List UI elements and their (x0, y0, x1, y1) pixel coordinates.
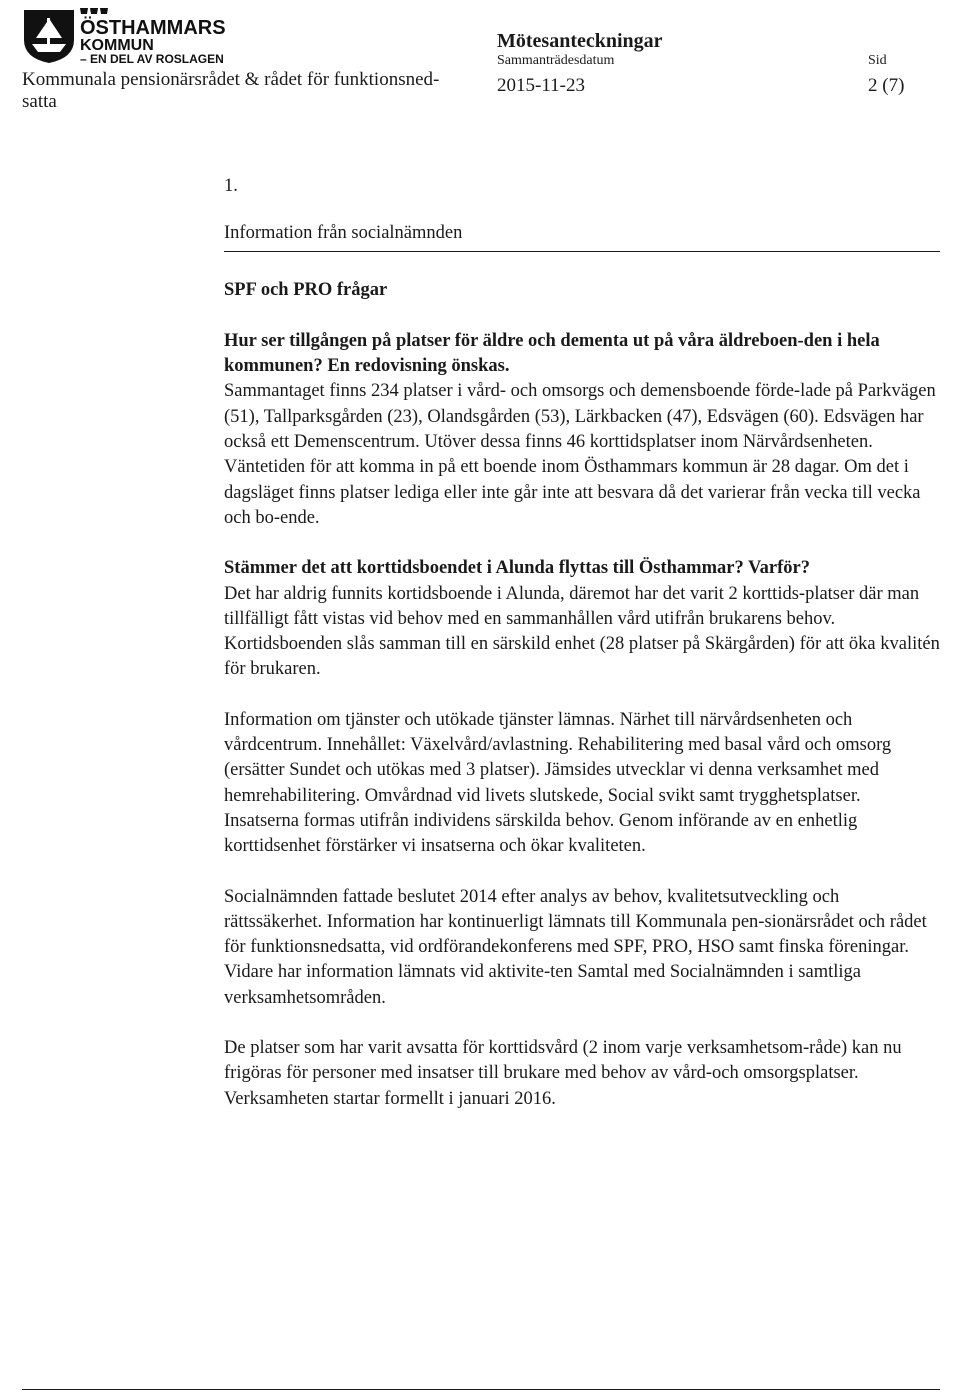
meeting-date-label: Sammanträdesdatum (497, 53, 615, 68)
footer-divider (22, 1389, 940, 1390)
municipality-logo (22, 4, 232, 64)
question-1: Hur ser tillgången på platser för äldre och dementa ut på våra äldreboen-den i hela kommunen? En redovisning önskas. (224, 330, 880, 377)
logo-line2: KOMMUN (80, 37, 154, 54)
answer-2: Det har aldrig funnits kortidsboende i Alunda, däremot har det varit 2 korttids-platser där man tillfälligt fått vistas vid behov med en sammanhållen vård utifrån brukarens behov. Kortidsboenden slås samman till en särskild enhet (28 platser på Skärgården) för att öka kvalitén för brukaren. (224, 583, 940, 680)
page-label: Sid (868, 53, 887, 68)
paragraph-services: Information om tjänster och utökade tjänster lämnas. Närhet till närvårdsenheten och vårdcentrum. Innehållet: Växelvård/avlastning. Rehabilitering med basal vård och omsorg (ersätter Sundet och utökas med 3 platser). Jämsides utvecklar vi denna verksamhet med hemrehabilitering. Omvårdnad vid livets slutskede, Social svikt samt trygghetsplatser. Insatserna formas utifrån individens särskilda behov. Genom införande av en enhetlig korttidsenhet förstärker vi insatserna och ökar kvaliteten. (224, 709, 892, 857)
document-title: Mötesanteckningar (497, 30, 663, 52)
item-number: 1. (224, 176, 238, 196)
item-title: Information från socialnämnden (224, 221, 940, 251)
organization-name: Kommunala pensionärsrådet & rådet för funktionsned-satta (22, 69, 440, 112)
logo-line3: – EN DEL AV ROSLAGEN (80, 52, 224, 64)
paragraph-places: De platser som har varit avsatta för korttidsvård (2 inom varje verksamhetsom-råde) kan nu frigöras för personer med insatser till brukare med behov av vård-och omsorgsplatser. Verksamheten startar formellt i januari 2016. (224, 1038, 902, 1109)
answer-1: Sammantaget finns 234 platser i vård- och omsorgs och demensboende förde-lade på Parkvägen (51), Tallparksgården (23), Olandsgården (53), Lärkbacken (47), Edsvägen (60). Edsvägen har också ett Demenscentrum. Utöver dessa finns 46 korttidsplatser inom Närvårdsenheten. Väntetiden för att komma in på ett boende inom Östhammars kommun är 28 dagar. Om det i dagsläget finns platser lediga eller inte går inte att besvara då det varierar från vecka till vecka och bo-ende. (224, 381, 936, 528)
logo-line1: ÖSTHAMMARS (80, 17, 226, 39)
section-heading: SPF och PRO frågar (224, 279, 388, 300)
meeting-date: 2015-11-23 (497, 75, 585, 96)
page-number: 2 (7) (868, 75, 905, 96)
document-body (224, 174, 940, 1112)
question-2: Stämmer det att korttidsboendet i Alunda flyttas till Östhammar? Varför? (224, 558, 810, 579)
logo-emblem-icon (22, 4, 232, 64)
paragraph-decision: Socialnämnden fattade beslutet 2014 efter analys av behov, kvalitetsutveckling och rättssäkerhet. Information har kontinuerligt lämnats till Kommunala pen-sionärsrådet och rådet för funktionsnedsatta, vid ordförandekonferens med SPF, PRO, HSO samt finska föreningar. Vidare har information lämnats vid aktivite-ten Samtal med Socialnämnden i samtliga verksamhetsområden. (224, 886, 927, 1008)
